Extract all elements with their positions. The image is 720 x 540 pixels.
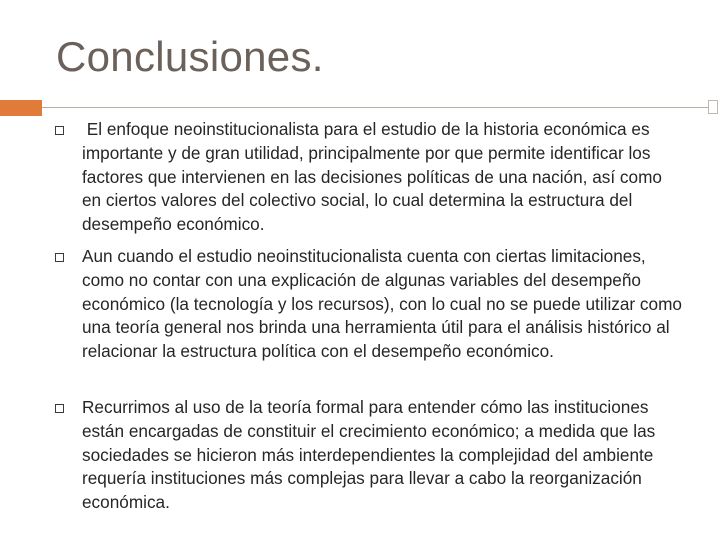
square-bullet-icon [55,253,64,262]
bullet-text: Recurrimos al uso de la teoría formal para entender cómo las instituciones están encargadas de constituir el crecimiento económico; a medida que las sociedades se hicieron más interdependientes la complejidad del ambiente requería instituciones más complejas para llevar a cabo la reorganización económica. [82,397,656,513]
square-bullet-icon [55,126,64,135]
bullet-text: El enfoque neoinstitucionalista para el estudio de la historia económica es importante y de gran utilidad, principalmente por que permite identificar los factores que intervienen en las decisiones políticas de una nación, así como en ciertos valores del colectivo social, lo cual determina la estructura del desempeño económico. [82,119,667,235]
slide-title: Conclusiones. [56,33,324,80]
bullet-text: Aun cuando el estudio neoinstitucionalista cuenta con ciertas limitaciones, como no contar con una explicación de algunas variables del desempeño económico (la tecnología y los recursos), con lo cual no se puede utilizar como una teoría general nos brinda una herramienta útil para el análisis histórico al relacionar la estructura política con el desempeño económico. [82,246,682,362]
square-bullet-icon [55,404,64,413]
